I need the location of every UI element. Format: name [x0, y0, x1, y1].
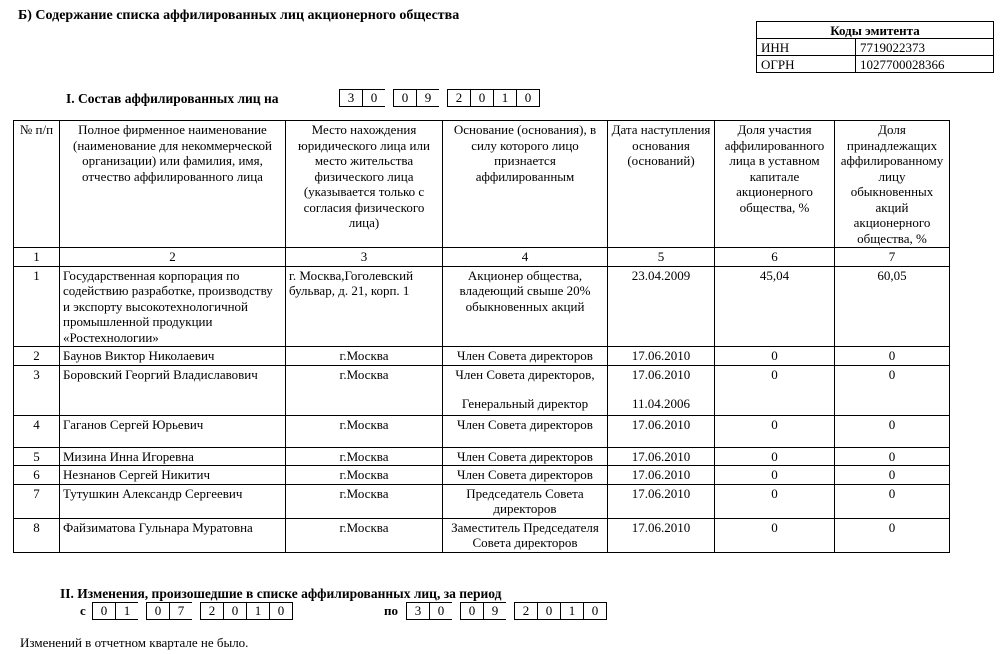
date-digit: 0 [92, 602, 115, 620]
section2-label: II. Изменения, произошедшие в списке аффилированных лиц, за период [60, 586, 502, 601]
table-row [14, 347, 950, 366]
basis-date: 23.04.2009 [608, 266, 715, 347]
affiliate-basis-secondary: Генеральный директор [461, 396, 589, 411]
affiliate-name: Государственная корпорация по содействию разработке, производству и экспорту высокотехнологичной промышленной продукции «Ростехнологии» [60, 266, 286, 347]
row-number: 1 [14, 266, 60, 347]
date-digit: 3 [406, 602, 429, 620]
period-to-boxes [406, 602, 607, 620]
basis-date: 17.06.2010 [608, 466, 715, 485]
row-number: 2 [14, 347, 60, 366]
column-number: 6 [715, 248, 835, 267]
affiliate-place: г.Москва [286, 415, 443, 447]
section1-label: I. Состав аффилированных лиц на [66, 91, 279, 106]
date-digit: 0 [516, 89, 540, 107]
header-cell: Дата наступления основания (оснований) [608, 121, 715, 248]
column-numbers-row [14, 248, 950, 267]
date-digit: 0 [460, 602, 483, 620]
basis-date: 17.06.2010 [608, 347, 715, 366]
page-title: Б) Содержание списка аффилированных лиц акционерного общества [18, 8, 460, 23]
date-digit: 3 [339, 89, 362, 107]
date-digit: 2 [447, 89, 470, 107]
header-cell: Полное фирменное наименование (наименование для некоммерческой организации) или фамилия, имя, отчество аффилированного лица [60, 121, 286, 248]
capital-share: 45,04 [715, 266, 835, 347]
column-number: 3 [286, 248, 443, 267]
capital-share: 0 [715, 466, 835, 485]
date-digit: 0 [429, 602, 452, 620]
capital-share: 0 [715, 415, 835, 447]
table-row [14, 484, 950, 518]
date-digit: 0 [393, 89, 416, 107]
ogrn-value: 1027700028366 [856, 56, 994, 73]
affiliate-place: г. Москва,Гоголевский бульвар, д. 21, корп. 1 [286, 266, 443, 347]
stock-share: 0 [835, 518, 950, 552]
section1-date-boxes [339, 89, 540, 107]
affiliate-place: г.Москва [286, 518, 443, 552]
table-row [14, 447, 950, 466]
affiliate-basis: Член Совета директоров [443, 415, 608, 447]
issuer-codes-header: Коды эмитента [757, 22, 994, 39]
date-digit: 1 [493, 89, 516, 107]
affiliate-name: Гаганов Сергей Юрьевич [60, 415, 286, 447]
date-digit: 2 [200, 602, 223, 620]
inn-label: ИНН [757, 39, 856, 56]
row-number: 7 [14, 484, 60, 518]
ogrn-label: ОГРН [757, 56, 856, 73]
capital-share: 0 [715, 484, 835, 518]
table-header-row [14, 121, 950, 248]
affiliate-name: Файзиматова Гульнара Муратовна [60, 518, 286, 552]
table-row [14, 415, 950, 447]
row-number: 6 [14, 466, 60, 485]
column-number: 2 [60, 248, 286, 267]
affiliate-name: Баунов Виктор Николаевич [60, 347, 286, 366]
date-digit: 0 [269, 602, 293, 620]
table-row [14, 518, 950, 552]
stock-share: 0 [835, 347, 950, 366]
affiliate-place: г.Москва [286, 466, 443, 485]
basis-date: 17.06.2010 [631, 366, 691, 382]
date-digit: 0 [537, 602, 560, 620]
date-digit: 1 [560, 602, 583, 620]
date-digit: 7 [169, 602, 192, 620]
affiliate-basis: Акционер общества, владеющий свыше 20% обыкновенных акций [443, 266, 608, 347]
column-number: 4 [443, 248, 608, 267]
basis-date-secondary: 11.04.2006 [631, 396, 691, 411]
affiliate-basis: Заместитель Председателя Совета директоров [443, 518, 608, 552]
capital-share: 0 [715, 365, 835, 415]
capital-share: 0 [715, 447, 835, 466]
column-number: 1 [14, 248, 60, 267]
affiliate-place: г.Москва [286, 484, 443, 518]
affiliate-place: г.Москва [286, 365, 443, 415]
period-from-label: с [80, 603, 86, 618]
affiliates-table [13, 120, 950, 553]
issuer-codes-table [756, 21, 994, 73]
row-number: 4 [14, 415, 60, 447]
changes-note: Изменений в отчетном квартале не было. [20, 635, 249, 650]
date-digit: 1 [246, 602, 269, 620]
column-number: 5 [608, 248, 715, 267]
header-cell: Место нахождения юридического лица или место жительства физического лица (указывается только с согласия физического лица) [286, 121, 443, 248]
affiliate-name: Незнанов Сергей Никитич [60, 466, 286, 485]
stock-share: 0 [835, 415, 950, 447]
affiliate-place: г.Москва [286, 447, 443, 466]
table-row [14, 466, 950, 485]
affiliate-basis: Член Совета директоров [443, 347, 608, 366]
stock-share: 0 [835, 466, 950, 485]
row-number: 8 [14, 518, 60, 552]
affiliate-basis: Член Совета директоров [443, 466, 608, 485]
basis-date: 17.06.2010 [608, 484, 715, 518]
capital-share: 0 [715, 518, 835, 552]
date-digit: 0 [583, 602, 607, 620]
basis-date: 17.06.2010 [608, 415, 715, 447]
date-digit: 9 [483, 602, 506, 620]
affiliate-basis: Председатель Совета директоров [443, 484, 608, 518]
affiliate-basis-cell [443, 365, 608, 415]
date-digit: 0 [223, 602, 246, 620]
date-digit: 0 [146, 602, 169, 620]
stock-share: 60,05 [835, 266, 950, 347]
column-number: 7 [835, 248, 950, 267]
inn-value: 7719022373 [856, 39, 994, 56]
affiliate-place: г.Москва [286, 347, 443, 366]
row-number: 3 [14, 365, 60, 415]
basis-date: 17.06.2010 [608, 447, 715, 466]
stock-share: 0 [835, 484, 950, 518]
period-from-boxes [92, 602, 293, 620]
header-cell: Доля принадлежащих аффилированному лицу обыкновенных акций акционерного общества, % [835, 121, 950, 248]
basis-date: 17.06.2010 [608, 518, 715, 552]
affiliate-name: Боровский Георгий Владиславович [60, 365, 286, 415]
date-digit: 2 [514, 602, 537, 620]
period-to-label: по [384, 603, 398, 618]
header-cell: Доля участия аффилированного лица в уставном капитале акционерного общества, % [715, 121, 835, 248]
date-digit: 9 [416, 89, 439, 107]
header-cell: Основание (основания), в силу которого лицо признается аффилированным [443, 121, 608, 248]
affiliate-basis: Член Совета директоров, [455, 366, 595, 382]
table-row [14, 365, 950, 415]
affiliate-name: Мизина Инна Игоревна [60, 447, 286, 466]
capital-share: 0 [715, 347, 835, 366]
affiliate-name: Тутушкин Александр Сергеевич [60, 484, 286, 518]
date-digit: 1 [115, 602, 138, 620]
date-digit: 0 [470, 89, 493, 107]
header-cell: № п/п [14, 121, 60, 248]
affiliate-basis: Член Совета директоров [443, 447, 608, 466]
stock-share: 0 [835, 365, 950, 415]
date-digit: 0 [362, 89, 385, 107]
stock-share: 0 [835, 447, 950, 466]
basis-date-cell [608, 365, 715, 415]
row-number: 5 [14, 447, 60, 466]
table-row [14, 266, 950, 347]
